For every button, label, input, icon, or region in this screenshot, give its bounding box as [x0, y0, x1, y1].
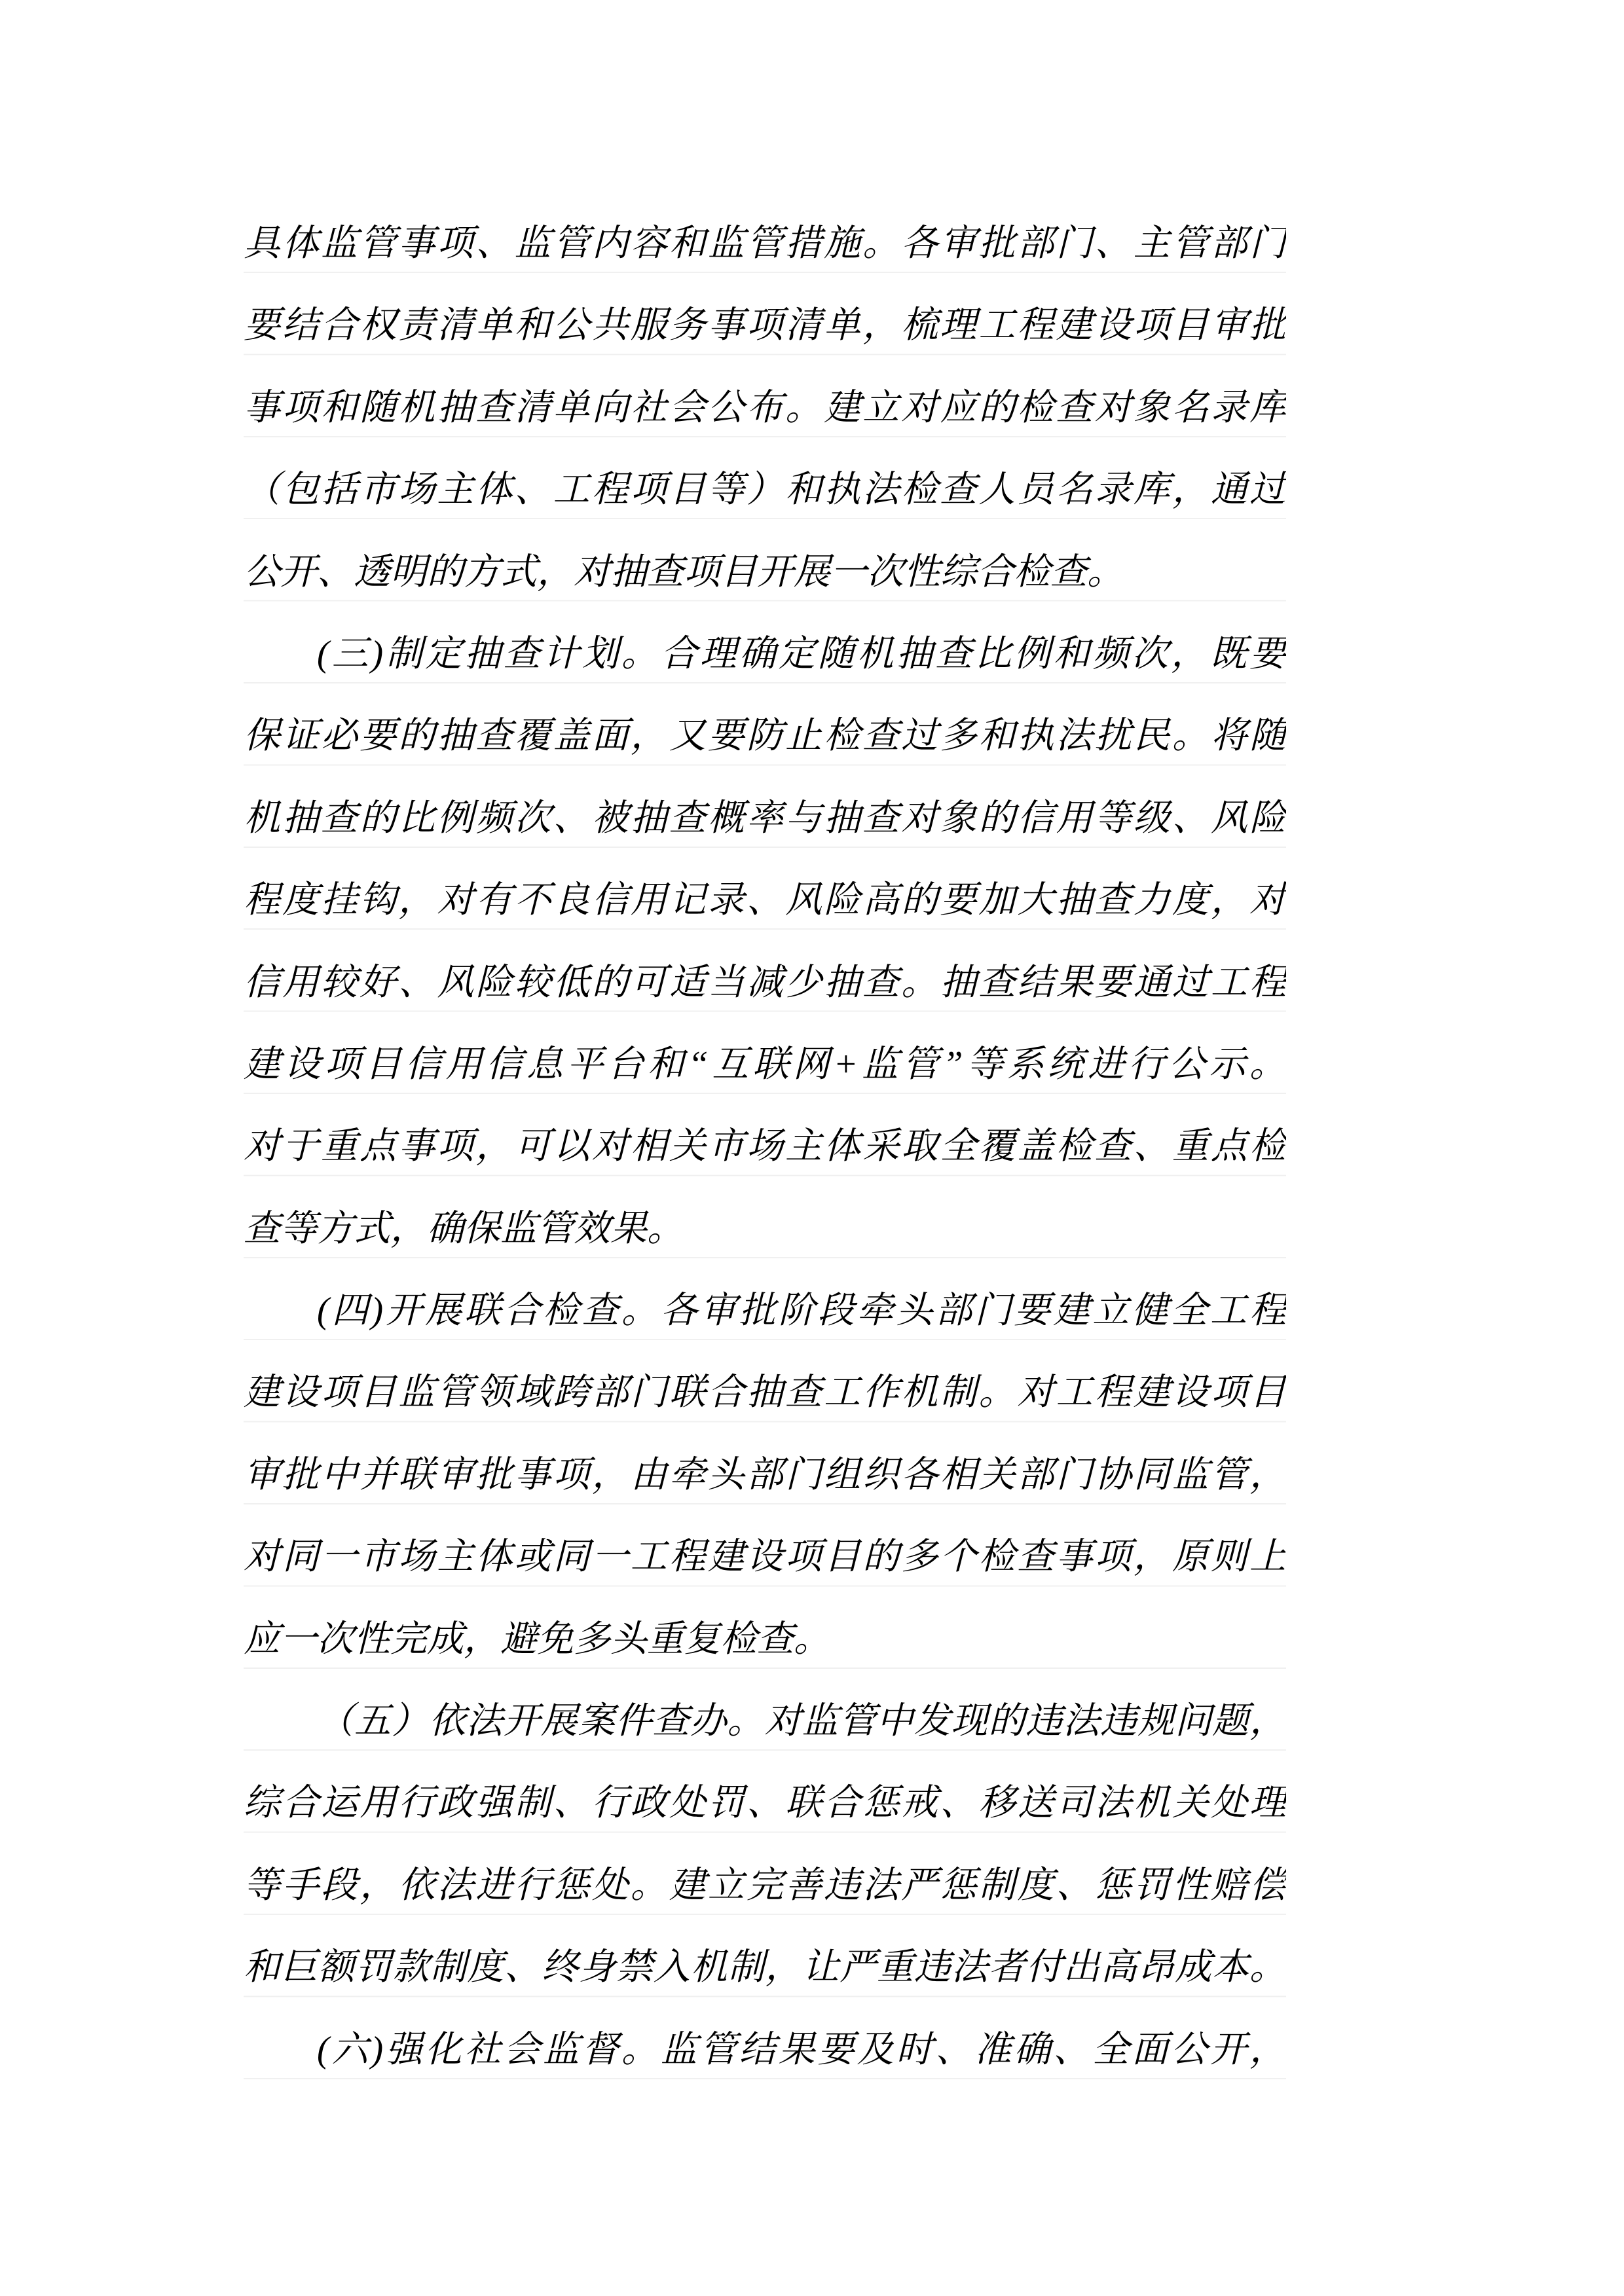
text-line: 和巨额罚款制度、终身禁入机制，让严重违法者付出高昂成本。: [244, 1947, 1286, 1988]
text-line: （包括市场主体、工程项目等）和执法检查人员名录库，通过: [244, 469, 1286, 511]
text-line: 具体监管事项、监管内容和监管措施。各审批部门、主管部门: [244, 223, 1286, 264]
text-line: 综合运用行政强制、行政处罚、联合惩戒、移送司法机关处理: [244, 1783, 1286, 1824]
text-line: 程度挂钩，对有不良信用记录、风险高的要加大抽查力度，对: [244, 880, 1286, 921]
text-line-section-5-start: （五）依法开展案件查办。对监管中发现的违法违规问题，: [317, 1701, 1286, 1742]
text-line: 公开、透明的方式，对抽查项目开展一次性综合检查。: [244, 551, 1124, 592]
text-line: 保证必要的抽查覆盖面，又要防止检查过多和执法扰民。将随: [244, 716, 1286, 757]
text-line-section-3-start: (三)制定抽查计划。合理确定随机抽查比例和频次，既要: [317, 633, 1286, 674]
text-line-section-6-start: (六)强化社会监督。监管结果要及时、准确、全面公开，: [317, 2029, 1286, 2070]
document-text-block: [244, 203, 1286, 2091]
text-line: 建设项目信用信息平台和“互联网+监管”等系统进行公示。: [244, 1044, 1286, 1085]
text-line: 信用较好、风险较低的可适当减少抽查。抽查结果要通过工程: [244, 962, 1286, 1003]
text-line: 等手段，依法进行惩处。建立完善违法严惩制度、惩罚性赔偿: [244, 1865, 1286, 1906]
text-line: 审批中并联审批事项，由牵头部门组织各相关部门协同监管，: [244, 1454, 1286, 1495]
text-line: 建设项目监管领域跨部门联合抽查工作机制。对工程建设项目: [244, 1372, 1286, 1413]
text-line-section-4-start: (四)开展联合检查。各审批阶段牵头部门要建立健全工程: [317, 1290, 1286, 1332]
text-line: 要结合权责清单和公共服务事项清单，梳理工程建设项目审批: [244, 305, 1286, 346]
text-line: 对同一市场主体或同一工程建设项目的多个检查事项，原则上: [244, 1537, 1286, 1578]
text-line: 事项和随机抽查清单向社会公布。建立对应的检查对象名录库: [244, 387, 1286, 428]
text-line: 对于重点事项，可以对相关市场主体采取全覆盖检查、重点检: [244, 1126, 1286, 1167]
text-line: 应一次性完成，避免多头重复检查。: [244, 1618, 830, 1660]
text-line: 查等方式，确保监管效果。: [244, 1208, 684, 1249]
text-line: 机抽查的比例频次、被抽查概率与抽查对象的信用等级、风险: [244, 797, 1286, 839]
